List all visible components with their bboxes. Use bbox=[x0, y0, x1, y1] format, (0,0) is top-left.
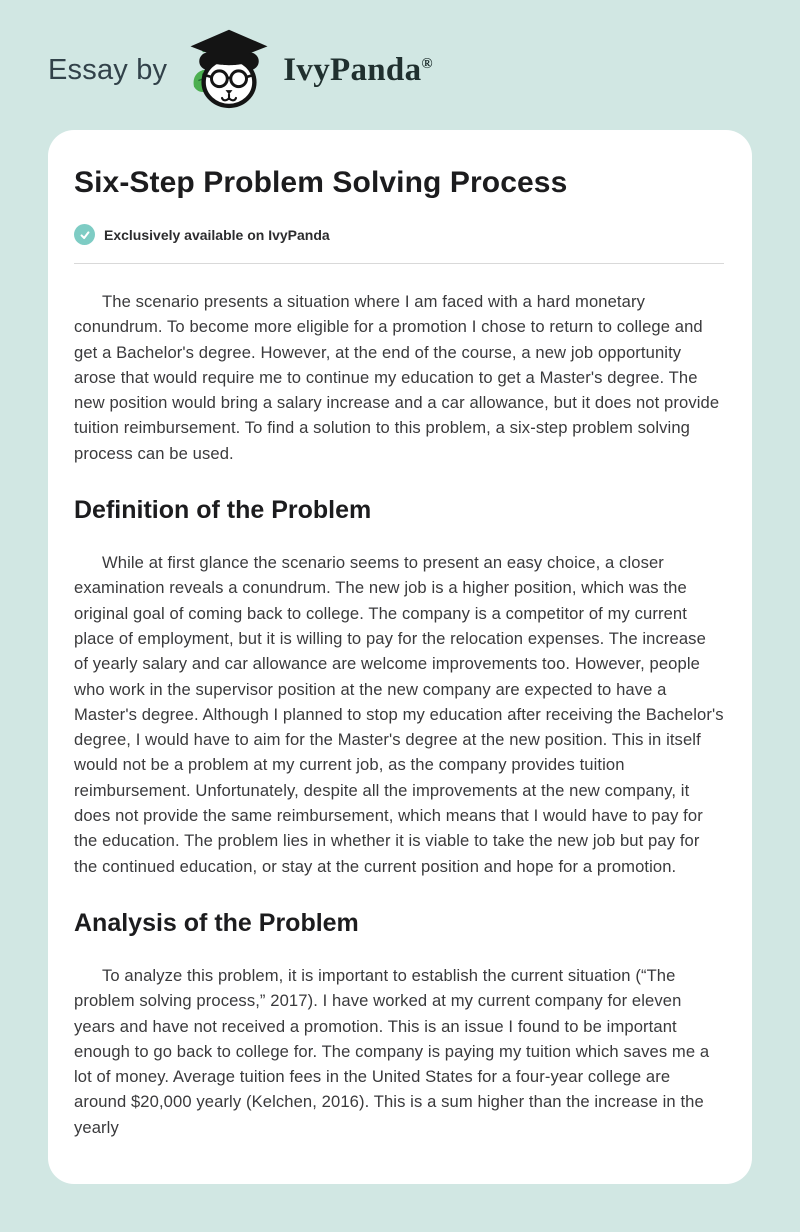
brand-name: IvyPanda bbox=[283, 51, 422, 88]
exclusive-badge-label: Exclusively available on IvyPanda bbox=[104, 226, 330, 243]
divider bbox=[74, 263, 724, 264]
exclusive-badge bbox=[74, 224, 724, 245]
brand-wordmark bbox=[283, 52, 433, 89]
registered-mark: ® bbox=[421, 55, 433, 72]
article-title: Six-Step Problem Solving Process bbox=[74, 166, 568, 199]
definition-paragraph: While at first glance the scenario seems to present an easy choice, a closer examination reveals a conundrum. The new job is a higher position, which was the original goal of coming back to college. The company is a competitor of my current place of employment, but it is willing to pay for the relocation expenses. The increase of yearly salary and car allowance are welcome improvements too. However, people who work in the supervisor position at the new company are expected to have a Master's degree. Although I planned to stop my education after receiving the Bachelor's degree, I would have to aim for the Master's degree at the new position. This in itself would not be a problem at my current job, as the company provides tuition reimbursement. Unfortunately, despite all the improvements at the new company, it does not provide the same reimbursement, which means that I would have to pay for the education. The problem lies in whether it is viable to take the new job but pay for the continued education, or stay at the current position and hope for a promotion. bbox=[74, 553, 724, 876]
section-heading-definition: Definition of the Problem bbox=[74, 496, 372, 525]
intro-paragraph: The scenario presents a situation where I am faced with a hard monetary conundrum. To become more eligible for a promotion I chose to return to college and get a Bachelor's degree. However, at the end of the course, a new job opportunity arose that would require me to continue my education to get a Master's degree. The new position would bring a salary increase and a car allowance, but it does not provide tuition reimbursement. To find a solution to this problem, a six-step problem solving process can be used. bbox=[74, 292, 720, 463]
essay-by-label: Essay by bbox=[48, 53, 168, 86]
header bbox=[0, 0, 800, 130]
ivypanda-panda-logo-icon bbox=[185, 28, 273, 112]
check-circle-icon bbox=[74, 224, 95, 245]
essay-card bbox=[48, 130, 752, 1184]
section-heading-analysis: Analysis of the Problem bbox=[74, 908, 359, 937]
analysis-paragraph: To analyze this problem, it is important to establish the current situation (“The problem solving process,” 2017). I have worked at my current company for eleven years and have not received a promotion. This is an issue I found to be important enough to go back to college for. The company is paying my tuition which saves me a lot of money. Average tuition fees in the United States for a four-year college are around $20,000 yearly (Kelchen, 2016). This is a sum higher than the increase in the yearly bbox=[74, 965, 710, 1137]
